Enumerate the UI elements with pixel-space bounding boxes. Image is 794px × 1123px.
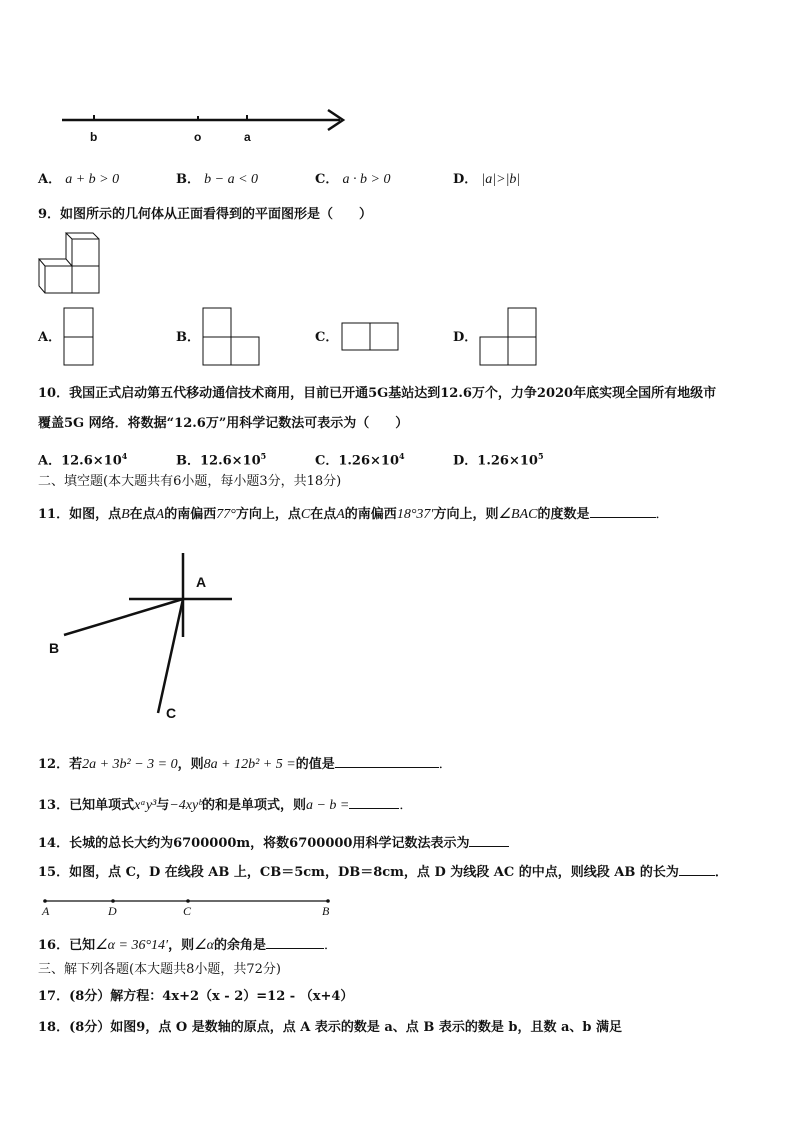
q13-stem: 13．已知单项式xᵃy³与−4xyᵇ的和是单项式，则a − b = ． (38, 798, 413, 813)
q10-option-b: B．$12.6\times 10^5$ (176, 451, 267, 469)
q8-option-a: A． a + b > 0 (38, 172, 120, 187)
axis-label-b: b (90, 130, 98, 144)
q8-option-d: D． |a|>|b| (453, 172, 521, 187)
q10-option-a: A．$12.6\times 10^4$ (38, 451, 128, 469)
q18-stem: 18．(8分）如图9，点 O 是数轴的原点，点 A 表示的数是 a、点 B 表示的数是 b，且数 a、b 满足 (38, 1020, 623, 1035)
point-c (186, 899, 190, 903)
q10-option-d: D．$1.26\times 10^5$ (453, 451, 544, 469)
q15-stem: 15．如图，点 C，D 在线段 AB 上，CB＝5cm，DB＝8cm，点 D 为线段 AC 的中点，则线段 AB 的长为 ． (38, 865, 728, 880)
fig-label-b: B (49, 640, 60, 656)
q10-stem-line2: 覆盖5G 网络．将数据“12.6万”用科学记数法可表示为（ ） (38, 416, 409, 431)
section-2-heading: 二、填空题(本大题共有6小题，每小题3分，共18分) (38, 474, 342, 489)
q14-stem: 14．长城的总长大约为6700000m，将数6700000用科学记数法表示为 (38, 834, 509, 852)
q8-option-b: B． b − a < 0 (176, 172, 259, 187)
q10-stem-line1: 10．我国正式启动第五代移动通信技术商用，目前已开通5G基站达到12.6万个，力争2020年底实现全国所有地级市 (38, 386, 717, 401)
q12-stem: 12．若2a + 3b² − 3 = 0，则8a + 12b² + 5 =的值是 ． (38, 757, 452, 772)
q17-stem: 17．(8分）解方程：4x+2（x - 2）=12 - （x+4） (38, 989, 354, 1004)
axis-label-a: a (244, 130, 251, 144)
q11-stem: 11．如图，点B在点A的南偏西77°方向上，点C在点A的南偏西18°37′方向上，则∠BAC的度数是 ． (38, 507, 669, 522)
q10-option-c: C．$1.26\times 10^4$ (315, 451, 405, 469)
q9-option-d-label: D． (453, 330, 478, 345)
section-3-heading: 三、解下列各题(本大题共8小题，共72分) (38, 962, 281, 977)
q9-option-a-label: A． (38, 330, 62, 345)
segment-label-a: A (42, 904, 50, 918)
q9-stem: 9．如图所示的几何体从正面看得到的平面图形是（ ） (38, 207, 373, 222)
fig-label-a: A (196, 574, 207, 590)
q16-stem: 16．已知∠α = 36°14′，则∠α的余角是 ． (38, 938, 338, 953)
segment-label-c: C (183, 904, 192, 918)
q9-option-b-label: B． (176, 330, 200, 345)
axis-label-o: o (194, 130, 202, 144)
q9-option-c-label: C． (315, 330, 339, 345)
point-d (111, 899, 115, 903)
fig-label-c: C (166, 705, 177, 721)
point-b (326, 899, 330, 903)
q8-option-c: C． a · b > 0 (315, 172, 391, 187)
segment-label-d: D (108, 904, 117, 918)
segment-label-b: B (322, 904, 330, 918)
point-a (43, 899, 47, 903)
